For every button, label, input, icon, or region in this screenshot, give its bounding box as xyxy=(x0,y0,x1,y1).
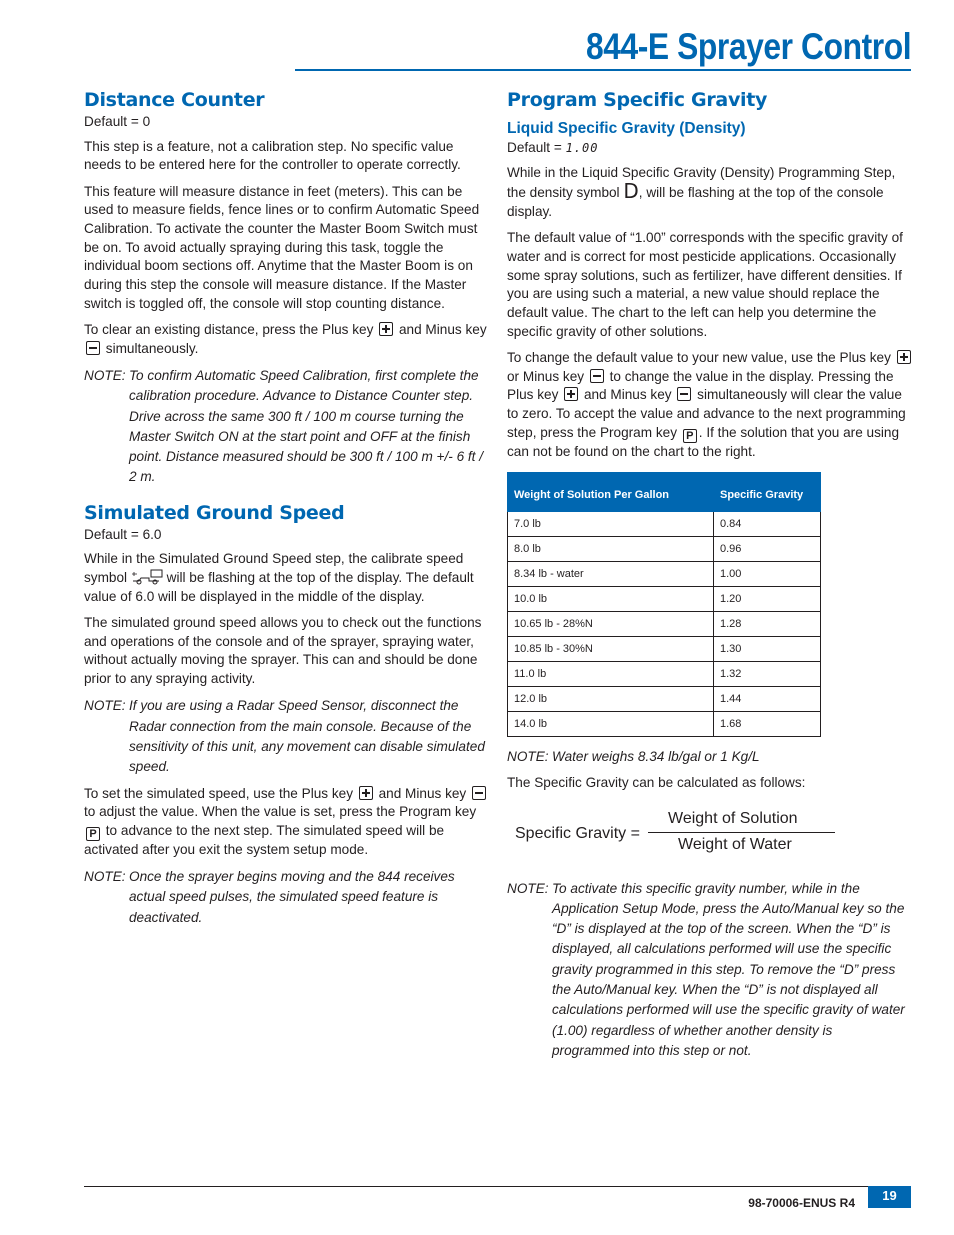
table-cell: 1.32 xyxy=(714,661,821,686)
minus-key-icon xyxy=(472,786,486,800)
note-text: To activate this specific gravity number, while in the Application Setup Mode, press the Auto/Manual key so the “D” is displayed at the top of the screen. When the “D” is displayed, all calculations performed will use the specific gravity programmed in this step. To remove the “D” press the Auto/Manual key. When the “D” is not displayed all calculations performed will use the specific gravity of water (1.00) regardless of whether another density is programmed into this step or not. xyxy=(552,880,905,1058)
table-row xyxy=(508,511,821,536)
note-label: NOTE: xyxy=(84,698,126,714)
table-header: Weight of Solution Per Gallon xyxy=(508,472,714,511)
note-text: Water weighs 8.34 lb/gal or 1 Kg/L xyxy=(552,748,760,764)
plus-key-icon xyxy=(897,350,911,364)
formula-lhs: Specific Gravity = xyxy=(515,824,640,842)
gravity-paragraph-1: While in the Liquid Specific Gravity (Density) Programming Step, the density symbol D, will be flashing at the top of the console display. xyxy=(507,164,896,220)
formula-denominator: Weight of Water xyxy=(678,835,792,853)
table-cell: 1.44 xyxy=(714,686,821,711)
table-row xyxy=(508,661,821,686)
liquid-specific-gravity-subheading: Liquid Specific Gravity (Density) xyxy=(507,120,746,137)
activation-note xyxy=(507,879,913,1062)
table-row xyxy=(508,561,821,586)
table-cell: 1.28 xyxy=(714,611,821,636)
formula-numerator: Weight of Solution xyxy=(668,809,798,827)
fraction-bar xyxy=(648,832,835,833)
note-text: Once the sprayer begins moving and the 844 receives actual speed pulses, the simulated speed feature is deactivated. xyxy=(129,869,455,925)
page-number: 19 xyxy=(868,1186,911,1208)
table-cell: 1.30 xyxy=(714,636,821,661)
specific-gravity-heading: Program Specific Gravity xyxy=(507,89,768,111)
gravity-default: Default = 1.00 xyxy=(507,140,599,155)
program-key-icon: P xyxy=(86,827,100,841)
table-row xyxy=(508,586,821,611)
table-cell: 0.96 xyxy=(714,536,821,561)
table-row xyxy=(508,611,821,636)
distance-counter-heading: Distance Counter xyxy=(84,89,265,111)
note-text: If you are using a Radar Speed Sensor, disconnect the Radar connection from the main console. Because of the sensitivity of this unit, any movement can disable simulated speed. xyxy=(129,698,485,775)
water-weight-note xyxy=(507,747,913,767)
ground-paragraph-2: The simulated ground speed allows you to check out the functions and operations of the console and of the sprayer, spraying water, without actually moving the sprayer. This can and should be done prior to any spraying activity. xyxy=(84,615,482,687)
distance-paragraph-2: This feature will measure distance in feet (meters). This can be used to measure fields, fence lines or to confirm Automatic Speed Calibration. To activate the counter the Master Boom Switch must be on. To avoid actually spraying during this task, toggle the individual boom sections off. Anytime that the Master Boom is on during this step the console will measure distance. If the Master switch is toggled off, the console will stop counting distance. xyxy=(84,183,480,311)
table-cell: 1.00 xyxy=(714,561,821,586)
table-header-row xyxy=(508,472,821,511)
note-label: NOTE: xyxy=(507,880,549,896)
note-label: NOTE: xyxy=(84,367,126,383)
document-number: 98-70006-ENUS R4 xyxy=(748,1196,855,1210)
table-cell: 14.0 lb xyxy=(508,711,714,736)
gravity-paragraph-4: The Specific Gravity can be calculated as follows: xyxy=(507,774,806,790)
table-row xyxy=(508,686,821,711)
table-header: Specific Gravity xyxy=(714,472,821,511)
table-cell: 11.0 lb xyxy=(508,661,714,686)
ground-paragraph-3: To set the simulated speed, use the Plus key and Minus key to adjust the value. When the value is set, press the Program key P to advance to the next step. The simulated speed will be activated after you exit the system setup mode. xyxy=(84,785,489,860)
table-cell: 10.65 lb - 28%N xyxy=(508,611,714,636)
specific-gravity-table xyxy=(507,472,821,737)
table-row xyxy=(508,536,821,561)
plus-key-icon xyxy=(564,387,578,401)
ground-default: Default = 6.0 xyxy=(84,526,162,542)
table-cell: 10.0 lb xyxy=(508,586,714,611)
specific-gravity-formula xyxy=(507,801,913,873)
table-cell: 1.68 xyxy=(714,711,821,736)
ground-note-2 xyxy=(84,867,489,928)
plus-key-icon xyxy=(359,786,373,800)
program-key-icon: P xyxy=(683,429,697,443)
table-cell: 7.0 lb xyxy=(508,511,714,536)
simulated-ground-speed-heading: Simulated Ground Speed xyxy=(84,501,345,524)
ground-paragraph-1: While in the Simulated Ground Speed step, the calibrate speed symbol will be flashing at the top of the display. The default value of 6.0 will be displayed in the middle of the display. xyxy=(84,551,474,604)
footer-rule xyxy=(84,1186,911,1187)
distance-paragraph-3: To clear an existing distance, press the Plus key and Minus key simultaneously. xyxy=(84,322,487,356)
minus-key-icon xyxy=(590,369,604,383)
note-label: NOTE: xyxy=(84,869,126,885)
calibrate-speed-icon xyxy=(131,569,163,585)
distance-note xyxy=(84,366,489,488)
table-cell: 8.34 lb - water xyxy=(508,561,714,586)
gravity-paragraph-3: To change the default value to your new value, use the Plus key or Minus key to change the value in the display. Pressing the Plus key and Minus key simultaneously will clear the value to zero. To accept the value and advance to the next programming step, press the Program key P . If the solution that you are using can not be found on the chart to the right. xyxy=(507,349,913,462)
density-symbol-icon: D xyxy=(623,179,639,204)
minus-key-icon xyxy=(86,341,100,355)
right-column xyxy=(507,87,913,1068)
gravity-paragraph-2: The default value of “1.00” corresponds with the specific gravity of water and is correct for most pesticide applications. Occasionally some spray solutions, such as fertilizer, have different densities. If you are using such a material, a new value should replace the default value. The chart to the left can help you determine the specific gravity of other solutions. xyxy=(507,230,903,339)
note-label: NOTE: xyxy=(507,748,549,764)
table-cell: 8.0 lb xyxy=(508,536,714,561)
plus-key-icon xyxy=(379,322,393,336)
distance-default: Default = 0 xyxy=(84,114,151,129)
table-row xyxy=(508,711,821,736)
table-cell: 10.85 lb - 30%N xyxy=(508,636,714,661)
table-cell: 12.0 lb xyxy=(508,686,714,711)
minus-key-icon xyxy=(677,387,691,401)
distance-paragraph-1: This step is a feature, not a calibration step. No specific value needs to be entered here for the controller to operate correctly. xyxy=(84,138,461,173)
lcd-default-value: 1.00 xyxy=(565,141,599,155)
left-column xyxy=(84,87,489,935)
page-title: 844-E Sprayer Control xyxy=(585,26,911,67)
note-text: To confirm Automatic Speed Calibration, first complete the calibration procedure. Advance to Distance Counter step. Drive across the same 300 ft / 100 m course turning the Master Switch ON at the start point and OFF at the finish point. Distance measured should be 300 ft / 100 m +/- 6 ft / 2 m. xyxy=(129,367,484,485)
table-row xyxy=(508,636,821,661)
title-rule xyxy=(295,69,911,71)
ground-note-1 xyxy=(84,696,489,777)
table-cell: 0.84 xyxy=(714,511,821,536)
table-cell: 1.20 xyxy=(714,586,821,611)
